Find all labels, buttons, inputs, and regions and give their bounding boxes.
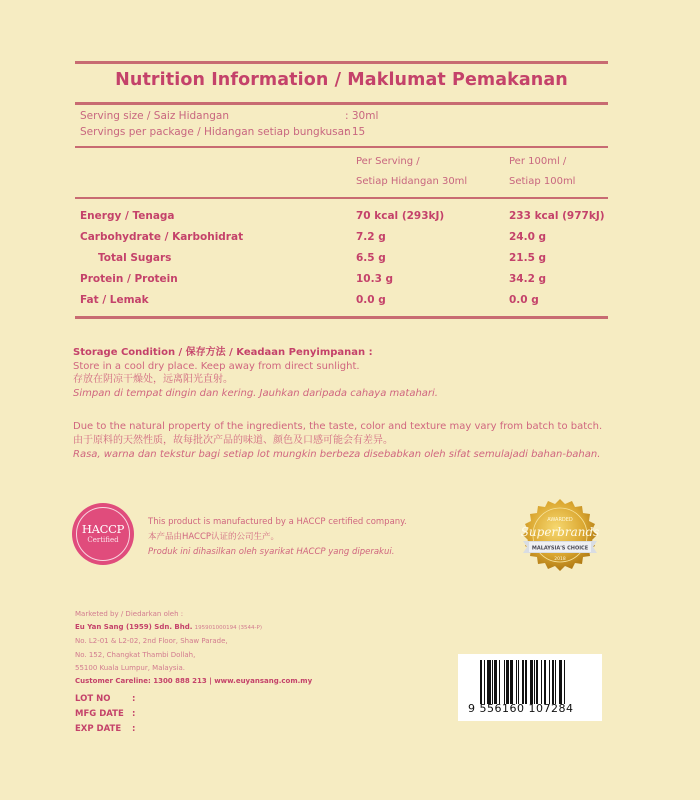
batch-codes [75,692,135,737]
per-serving-value: 7.2 g [356,231,386,243]
haccp-badge-title: HACCP [81,522,125,536]
barcode-bars-icon [480,660,592,704]
storage-section [73,346,438,400]
seal-ribbon: MALAYSIA'S CHOICE [531,545,589,552]
nutrition-row-fat [80,294,605,315]
nutrition-row-total-sugars [80,252,605,273]
customer-careline: Customer Careline: 1300 888 213 | www.euyansang.com.my [75,677,313,686]
per-100ml-value: 233 kcal (977kJ) [509,210,605,222]
serving-rule [75,146,608,148]
barcode [458,654,602,721]
title-rule [75,102,608,105]
marketer-address-3: 55100 Kuala Lumpur, Malaysia. [75,663,185,672]
row-label: Energy / Tenaga [80,210,175,222]
storage-malay: Simpan di tempat dingin dan kering. Jauhkan daripada cahaya matahari. [73,387,438,399]
haccp-chinese: 本产品由HACCP认证的公司生产。 [148,532,280,542]
per-serving-line2: Setiap Hidangan 30ml [356,176,468,187]
mfg-date-row [75,707,135,722]
row-label: Total Sugars [98,252,172,264]
variation-english: Due to the natural property of the ingredients, the taste, color and texture may vary from batch to batch. [73,421,603,432]
haccp-english: This product is manufactured by a HACCP certified company. [148,517,407,527]
marketer-reg-no: 195901000194 (3544-P) [194,625,262,632]
lot-no-row [75,692,135,707]
per-100ml-value: 0.0 g [509,294,539,306]
lot-no-value: : [132,694,136,704]
marketer-address-2: No. 152, Changkat Thambi Dollah, [75,650,196,659]
mfg-date-value: : [132,709,136,719]
top-rule [75,61,608,64]
storage-english: Store in a cool dry place. Keep away from direct sunlight. [73,360,360,372]
marketer-address-1: No. L2-01 & L2-02, 2nd Floor, Shaw Parade, [75,637,228,646]
per-serving-value: 10.3 g [356,273,394,285]
superbrands-seal-icon [515,497,605,577]
variation-chinese: 由于原料的天然性质，故每批次产品的味道、颜色及口感可能会有差异。 [73,435,393,446]
exp-date-value: : [132,724,136,734]
nutrition-row-energy [80,210,605,231]
column-header-per-100ml [509,152,575,192]
haccp-malay: Produk ini dihasilkan oleh syarikat HACCP yang diperakui. [148,547,395,557]
nutrition-title: Nutrition Information / Maklumat Pemakanan [115,70,568,90]
per-100ml-line1: Per 100ml / [509,156,567,167]
servings-per-package-label: Servings per package / Hidangan setiap bungkusan [80,126,351,138]
variation-malay: Rasa, warna dan tekstur bagi setiap lot mungkin berbeza disebabkan oleh sifat semulajadi bahan-bahan. [73,449,601,460]
exp-date-row [75,722,135,737]
per-serving-value: 70 kcal (293kJ) [356,210,445,222]
haccp-badge-subtitle: Certified [87,536,119,544]
header-rule [75,197,608,199]
row-label: Fat / Lemak [80,294,149,306]
per-serving-value: 0.0 g [356,294,386,306]
exp-date-label: EXP DATE [75,724,122,734]
seal-year: 2018 [554,557,566,562]
storage-heading: Storage Condition / 保存方法 / Keadaan Penyimpanan : [73,347,373,358]
superbrands-award-seal [515,497,605,577]
per-100ml-value: 34.2 g [509,273,547,285]
servings-per-package-value: : 15 [345,126,366,138]
haccp-statement [148,515,407,560]
serving-size-value: : 30ml [345,110,379,122]
per-100ml-value: 21.5 g [509,252,547,264]
barcode-digits: 9 556160 107284 [468,702,574,715]
serving-size-label: Serving size / Saiz Hidangan [80,110,229,122]
marketer-company: Eu Yan Sang (1959) Sdn. Bhd. [75,623,193,632]
mfg-date-label: MFG DATE [75,709,124,719]
marketer-info [75,608,312,688]
per-100ml-value: 24.0 g [509,231,547,243]
marketer-label: Marketed by / Diedarkan oleh : [75,610,184,618]
row-label: Protein / Protein [80,273,178,285]
per-100ml-line2: Setiap 100ml [509,176,576,187]
storage-chinese: 存放在阴凉干燥处，远离阳光直射。 [73,374,233,385]
haccp-badge-ring [76,507,130,561]
nutrition-row-protein [80,273,605,294]
variation-notice [73,420,633,462]
column-header-per-serving [356,152,467,192]
row-label: Carbohydrate / Karbohidrat [80,231,244,243]
marketer-company-line [75,621,312,635]
lot-no-label: LOT NO [75,694,111,704]
seal-name: Superbrands [520,525,600,539]
per-serving-value: 6.5 g [356,252,386,264]
per-serving-line1: Per Serving / [356,156,420,167]
haccp-certified-badge [72,503,134,565]
nutrition-row-carbohydrate [80,231,605,252]
bottom-rule [75,316,608,319]
seal-awarded: AWARDED [547,517,573,523]
